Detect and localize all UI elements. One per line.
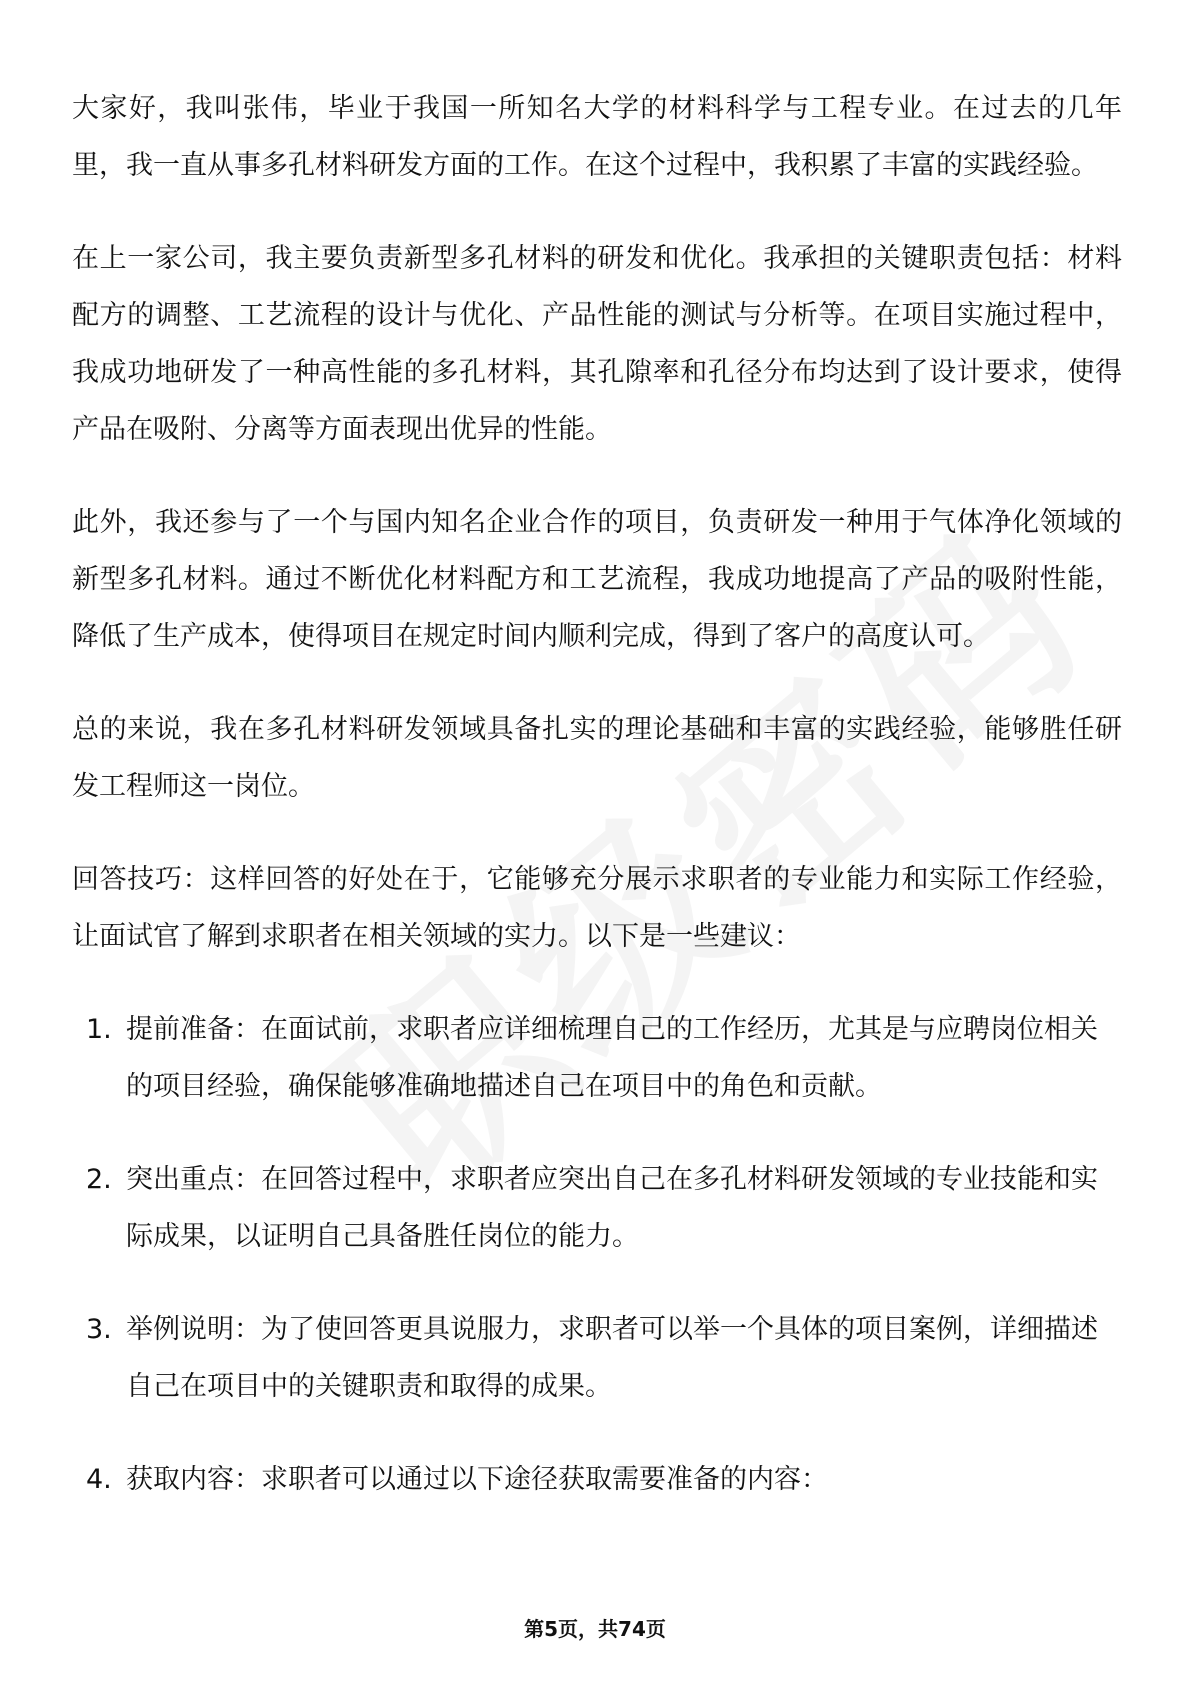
list-item-text: 举例说明：为了使回答更具说服力，求职者可以举一个具体的项目案例，详细描述自己在项目中的关键职责和取得的成果。 [126, 1314, 1098, 1402]
main-content [72, 80, 1122, 1544]
list-item-number: 1. [86, 1014, 112, 1045]
list-item-text: 提前准备：在面试前，求职者应详细梳理自己的工作经历，尤其是与应聘岗位相关的项目经验，确保能够准确地描述自己在项目中的角色和贡献。 [126, 1014, 1098, 1102]
list-item [72, 1451, 1122, 1508]
paragraph-answer-tips: 回答技巧：这样回答的好处在于，它能够充分展示求职者的专业能力和实际工作经验，让面试官了解到求职者在相关领域的实力。以下是一些建议： [72, 864, 1122, 952]
list-item-number: 2. [86, 1164, 112, 1195]
page-footer: 第5页，共74页 [524, 1617, 666, 1641]
list-item [72, 1151, 1122, 1265]
list-item-text: 获取内容：求职者可以通过以下途径获取需要准备的内容： [126, 1464, 828, 1495]
tips-list [72, 1001, 1122, 1508]
list-item [72, 1001, 1122, 1115]
paragraph-intro: 大家好，我叫张伟，毕业于我国一所知名大学的材料科学与工程专业。在过去的几年里，我一直从事多孔材料研发方面的工作。在这个过程中，我积累了丰富的实践经验。 [72, 93, 1122, 181]
list-item-text: 突出重点：在回答过程中，求职者应突出自己在多孔材料研发领域的专业技能和实际成果，以证明自己具备胜任岗位的能力。 [126, 1164, 1098, 1252]
list-item-number: 3. [86, 1314, 112, 1345]
paragraph-cooperation-project: 此外，我还参与了一个与国内知名企业合作的项目，负责研发一种用于气体净化领域的新型多孔材料。通过不断优化材料配方和工艺流程，我成功地提高了产品的吸附性能，降低了生产成本，使得项目在规定时间内顺利完成，得到了客户的高度认可。 [72, 507, 1122, 652]
list-item-number: 4. [86, 1464, 112, 1495]
list-item [72, 1301, 1122, 1415]
paragraph-summary: 总的来说，我在多孔材料研发领域具备扎实的理论基础和丰富的实践经验，能够胜任研发工程师这一岗位。 [72, 714, 1122, 802]
paragraph-previous-company: 在上一家公司，我主要负责新型多孔材料的研发和优化。我承担的关键职责包括：材料配方的调整、工艺流程的设计与优化、产品性能的测试与分析等。在项目实施过程中，我成功地研发了一种高性能的多孔材料，其孔隙率和孔径分布均达到了设计要求，使得产品在吸附、分离等方面表现出优异的性能。 [72, 243, 1122, 445]
